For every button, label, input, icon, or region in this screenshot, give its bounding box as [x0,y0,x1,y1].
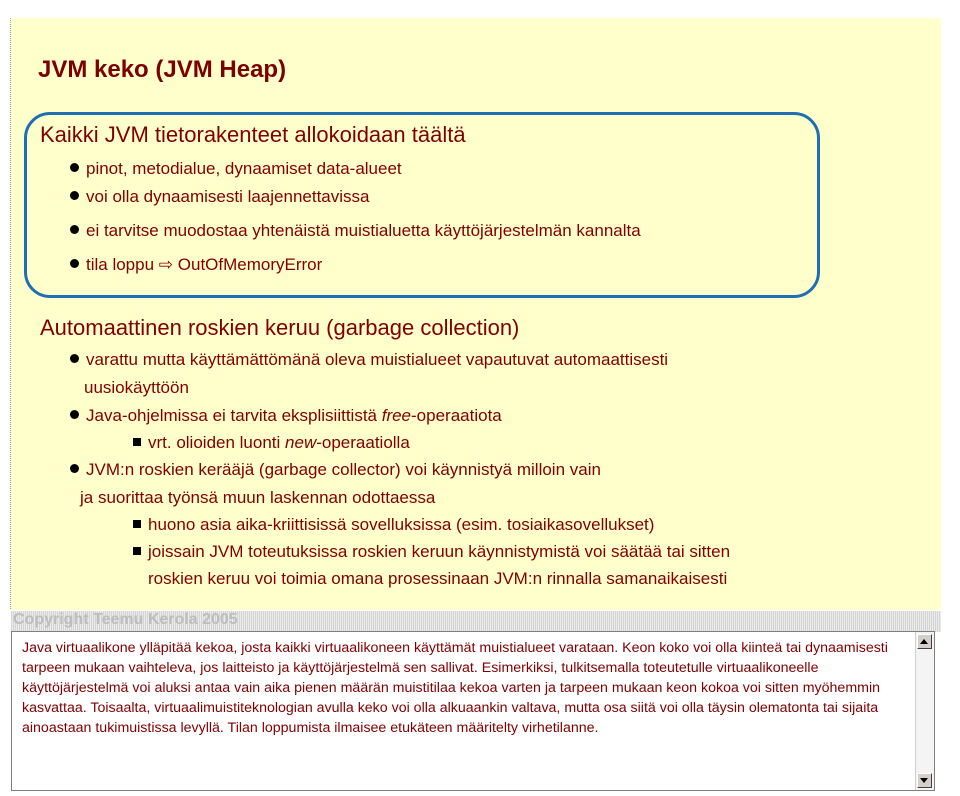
notes-scrollbar[interactable] [915,632,934,790]
list-item: ei tarvitse muodostaa yhtenäistä muistialuetta käyttöjärjestelmän kannalta [70,221,641,241]
list-item: tila loppu ⇨ OutOfMemoryError [70,255,322,275]
list-item: pinot, metodialue, dynaamiset data-alueet [70,159,402,179]
scroll-down-icon [920,778,928,783]
bullet-dot-icon [70,225,79,234]
list-item: Java-ohjelmissa ei tarvita eksplisiittistä free-operaatiota [70,406,502,426]
section1-heading: Kaikki JVM tietorakenteet allokoidaan täältä [40,122,466,147]
section2-heading: Automaattinen roskien keruu (garbage collection) [40,315,520,340]
sub-list-item-continuation: roskien keruu voi toimia omana prosessinaan JVM:n rinnalla samanaikaisesti [148,569,728,588]
sub-list-item: vrt. olioiden luonti new-operaatiolla [133,433,410,453]
scroll-up-icon [920,639,928,644]
list-item-continuation: ja suorittaa työnsä muun laskennan odottaessa [80,488,436,507]
bullet-square-icon [133,438,141,446]
arrow-right-icon: ⇨ [158,255,174,274]
bullet-square-icon [133,547,141,555]
bullet-dot-icon [70,259,79,268]
scroll-down-button[interactable] [917,773,932,788]
bullet-square-icon [133,520,141,528]
bullet-dot-icon [70,163,79,172]
list-item: voi olla dynaamisesti laajennettavissa [70,187,370,207]
slide-title: JVM keko (JVM Heap) [38,56,287,83]
list-item: varattu mutta käyttämättömänä oleva muistialueet vapautuvat automaattisesti [70,350,668,370]
sub-list-item: joissain JVM toteutuksissa roskien keruun käynnistymistä voi säätää tai sitten [133,542,730,562]
bullet-dot-icon [70,410,79,419]
bullet-dot-icon [70,354,79,363]
bullet-dot-icon [70,464,79,473]
list-item-continuation: uusiokäyttöön [84,378,189,397]
bullet-dot-icon [70,191,79,200]
scroll-up-button[interactable] [917,634,932,649]
sub-list-item: huono asia aika-kriittisissä sovelluksissa (esim. tosiaikasovellukset) [133,515,654,535]
copyright-text: Copyright Teemu Kerola 2005 [13,611,238,628]
notes-panel[interactable] [11,631,935,791]
list-item: JVM:n roskien kerääjä (garbage collector) voi käynnistyä milloin vain [70,460,601,480]
notes-text: Java virtuaalikone ylläpitää kekoa, josta kaikki virtuaalikoneen käyttämät muistialueet varataan. Keon koko voi olla kiinteä tai dynaamisesti tarpeen mukaan vaihteleva, jos laitteisto ja käyttöjärjestelmä sen sallivat. Esimerkiksi, tulkitsemalla toteutetulle virtuaalikoneelle käyttöjärjestelmä voi aluksi antaa vain aika pienen määrän muistitilaa kekoa varten ja tarpeen mukaan keon kokoa voi sitten myöhemmin kasvattaa. Toisaalta, virtuaalimuistiteknologian avulla keko voi olla alkuaankin valtava, mutta osa siitä voi olla täysin olematonta tai sijaita ainoastaan tukimuistissa levyllä. Tilan loppumista ilmaisee etukäteen määritelty virhetilanne. [22,640,888,736]
